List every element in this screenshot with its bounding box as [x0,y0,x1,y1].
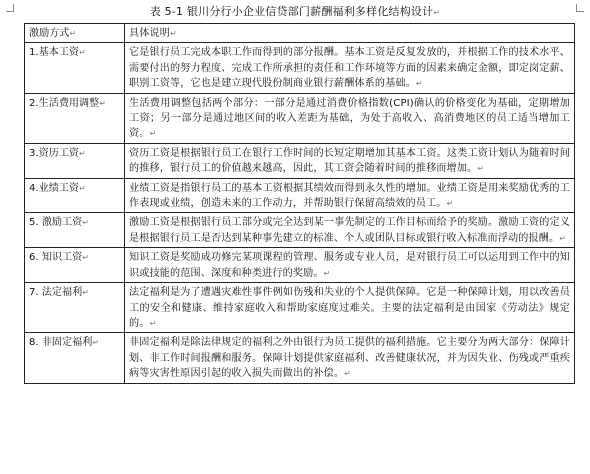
row-desc-cell: 激励工资是根据银行员工部分或完全达到某一事先制定的工作目标而给予的奖励。激励工资的定义是根据银行员工是否达到某种事先建立的标准、个人或团队目标或银行收入标准而浮动的报酬。↵ [125,213,575,248]
paragraph-mark-icon: ↵ [323,268,331,278]
paragraph-mark-icon: ↵ [477,164,485,174]
paragraph-mark-icon: ↵ [69,29,77,38]
row-type-cell: 2.生活费用调整↵ [25,93,125,143]
row-type-cell: 7. 法定福利↵ [25,283,125,333]
row-desc-cell: 知识工资是奖励成功修完某项课程的管理、服务或专业人员，是对银行员工可以运用到工作中的知识或技能的范围、深度和种类进行的奖励。↵ [125,248,575,283]
row-type-cell: 5. 激励工资↵ [25,213,125,248]
paragraph-mark-icon: ↵ [149,318,157,328]
table-row [25,213,575,248]
header-cell-desc: 具体说明↵ [125,24,575,43]
table-row [25,333,575,383]
paragraph-mark-icon: ↵ [82,288,89,298]
row-desc-cell: 生活费用调整包括两个部分：一部分是通过消费价格指数(CPI)确认的价格变化为基础，定期增加工资；另一部分是通过地区间的收入差距为基础，为处于高收入、高消费地区的员工适当增加工资。↵ [125,93,575,143]
paragraph-mark-icon: ↵ [79,48,86,58]
paragraph-mark-icon: ↵ [92,338,100,348]
row-desc-cell: 法定福利是为了遭遇灾难性事件例如伤残和失业的个人提供保障。它是一种保障计划，用以改善员工的安全和健康、维持家庭收入和帮助家庭度过难关。主要的法定福利是由国家《劳动法》规定的。↵ [125,283,575,333]
paragraph-mark-icon: ↵ [415,79,423,89]
row-type-cell: 4.业绩工资↵ [25,178,125,213]
paragraph-mark-icon: ↵ [82,253,89,263]
header-cell-type: 激励方式↵ [25,24,125,43]
paragraph-mark-icon: ↵ [149,129,157,139]
row-desc-cell: 业绩工资是指银行员工的基本工资根据其绩效而得到永久性的增加。业绩工资是用来奖励优秀的工作表现或业绩，创造未来的工作动力，并帮助银行保留高绩效的员工。↵ [125,178,575,213]
paragraph-mark-icon: ↵ [433,8,441,17]
row-type-cell: 1.基本工资↵ [25,43,125,93]
row-desc-cell: 资历工资是根据银行员工在银行工作时间的长短定期增加其基本工资。这类工资计划认为随着时间的推移，银行员工的价值越来越高，因此，其工资会随着时间的推移而增加。↵ [125,143,575,178]
paragraph-mark-icon: ↵ [559,233,567,243]
row-desc-cell: 非固定福利是除法律规定的福利之外由银行为员工提供的福利措施。它主要分为两大部分：保障计划、非工作时间报酬和服务。保障计划提供家庭福利、改善健康状况，并为因失业、伤残或严重疾病等灾害性原因引起的收入损失而做出的补偿。↵ [125,333,575,383]
row-type-cell: 6. 知识工资↵ [25,248,125,283]
table-row [25,43,575,93]
table-row [25,93,575,143]
row-desc-cell: 它是银行员工完成本职工作而得到的部分报酬。基本工资是反复发放的，并根据工作的技术水平、需要付出的努力程度、完成工作所承担的责任和工作环境等方面的因素来确定金额，即定岗定薪、职别工资等，它也是建立现代股份制商业银行薪酬体系的基础。↵ [125,43,575,93]
paragraph-mark-icon: ↵ [169,29,177,38]
table-row [25,178,575,213]
paragraph-mark-icon: ↵ [82,218,89,228]
row-type-cell: 8. 非固定福利↵ [25,333,125,383]
paragraph-mark-icon: ↵ [344,369,351,379]
table-row [25,283,575,333]
paragraph-mark-icon: ↵ [446,199,454,209]
paragraph-mark-icon: ↵ [79,148,86,158]
paragraph-mark-icon: ↵ [79,183,86,193]
table-caption: 表 5-1 银川分行小企业信贷部门薪酬福利多样化结构设计↵ [149,5,441,18]
row-type-cell: 3.资历工资↵ [25,143,125,178]
compensation-structure-table [24,23,575,384]
table-body [25,24,575,384]
paragraph-mark-icon: ↵ [99,98,106,108]
table-row [25,143,575,178]
table-row [25,248,575,283]
table-header-row [25,24,575,43]
